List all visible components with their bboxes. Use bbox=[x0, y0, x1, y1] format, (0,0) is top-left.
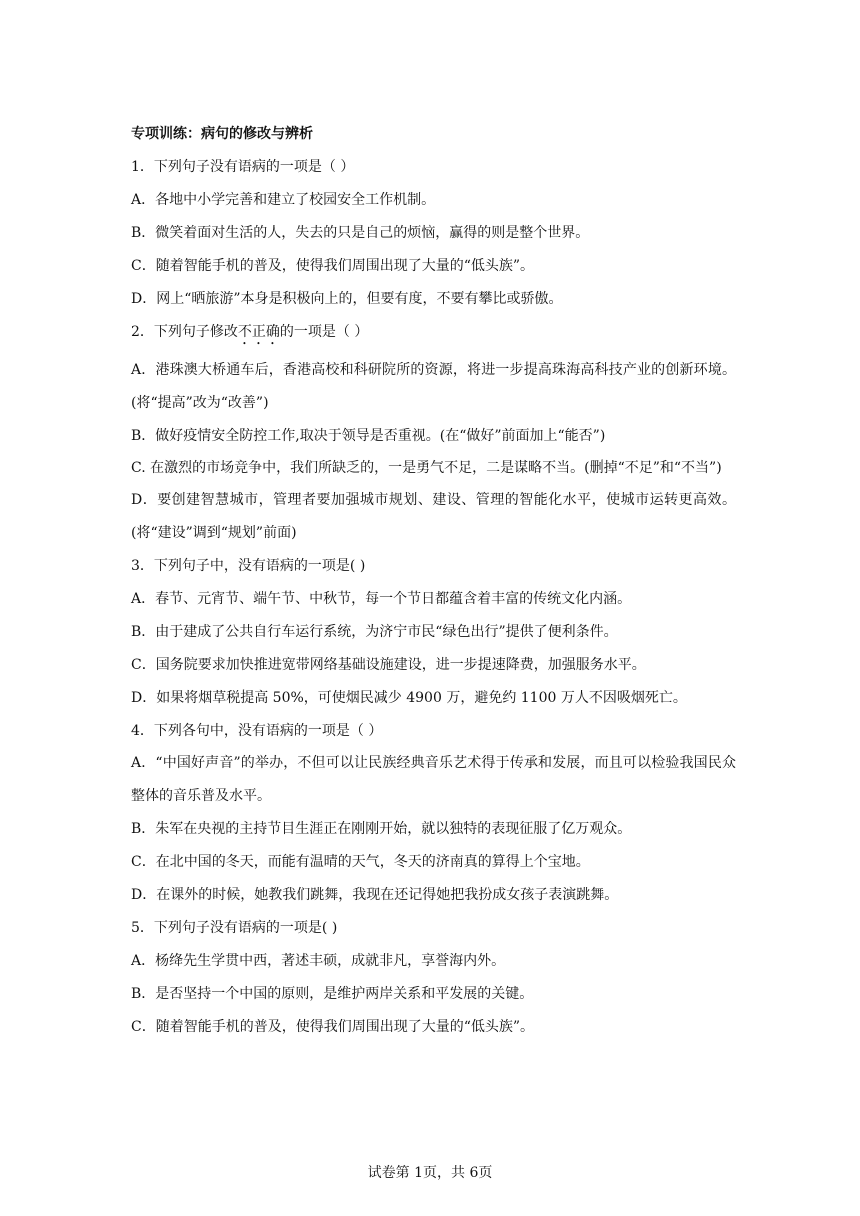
question-5-option-b: B．是否坚持一个中国的原则，是维护两岸关系和平发展的关键。 bbox=[131, 986, 534, 1002]
question-3-option-d: D．如果将烟草税提高 50%，可使烟民减少 4900 万，避免约 1100 万人不因吸烟死亡。 bbox=[131, 690, 687, 706]
question-2-option-d: D．要创建智慧城市，管理者要加强城市规划、建设、管理的智能化水平，使城市运转更高效。(将“建设”调到“规划”前面) bbox=[131, 492, 736, 541]
page-footer: 试卷第 1页，共 6页 bbox=[367, 1165, 493, 1181]
question-4-option-d: D．在课外的时候，她教我们跳舞，我现在还记得她把我扮成女孩子表演跳舞。 bbox=[131, 887, 619, 903]
question-1-option-d: D．网上“晒旅游”本身是积极向上的，但要有度，不要有攀比或骄傲。 bbox=[131, 291, 563, 307]
question-2-option-c: C. 在激烈的市场竞争中，我们所缺乏的，一是勇气不足，二是谋略不当。(删掉“不足”和“不当”) bbox=[131, 460, 722, 476]
question-2-stem bbox=[131, 322, 736, 348]
question-5-stem: 5．下列句子没有语病的一项是( ) bbox=[131, 920, 338, 936]
question-4-stem: 4．下列各句中，没有语病的一项是（ ） bbox=[131, 723, 383, 739]
question-2-option-a: A．港珠澳大桥通车后，香港高校和科研院所的资源，将进一步提高珠海高科技产业的创新环境。(将“提高”改为“改善”) bbox=[131, 362, 736, 411]
section-title: 专项训练：病句的修改与辨析 bbox=[131, 126, 313, 142]
question-4-option-c: C．在北中国的冬天，而能有温晴的天气，冬天的济南真的算得上个宝地。 bbox=[131, 854, 590, 870]
question-2-stem-after: 的一项是（ ） bbox=[279, 324, 369, 340]
question-2-stem-emphasis: 不正确 bbox=[237, 324, 280, 340]
question-4-option-b: B．朱军在央视的主持节目生涯正在刚刚开始，就以独特的表现征服了亿万观众。 bbox=[131, 821, 632, 837]
question-1-option-a: A．各地中小学完善和建立了校园安全工作机制。 bbox=[131, 192, 436, 208]
question-3-option-b: B．由于建成了公共自行车运行系统，为济宁市民“绿色出行”提供了便利条件。 bbox=[131, 624, 618, 640]
question-5-option-a: A．杨绛先生学贯中西，著述丰硕，成就非凡，享誉海内外。 bbox=[131, 953, 506, 969]
question-5-option-c: C．随着智能手机的普及，使得我们周围出现了大量的“低头族”。 bbox=[131, 1019, 535, 1035]
question-1-stem: 1．下列句子没有语病的一项是（ ） bbox=[131, 159, 355, 175]
question-3-option-a: A．春节、元宵节、端午节、中秋节，每一个节日都蕴含着丰富的传统文化内涵。 bbox=[131, 591, 632, 607]
question-4-option-a: A．“中国好声音”的举办，不但可以让民族经典音乐艺术得于传承和发展，而且可以检验我国民众整体的音乐普及水平。 bbox=[131, 755, 736, 804]
question-1-option-c: C．随着智能手机的普及，使得我们周围出现了大量的“低头族”。 bbox=[131, 258, 535, 274]
question-1-option-b: B．微笑着面对生活的人，失去的只是自己的烦恼，赢得的则是整个世界。 bbox=[131, 225, 590, 241]
question-2-stem-before: 2．下列句子修改 bbox=[131, 324, 238, 340]
question-3-option-c: C．国务院要求加快推进宽带网络基础设施建设，进一步提速降费，加强服务水平。 bbox=[131, 657, 646, 673]
exam-content bbox=[131, 124, 736, 1050]
question-3-stem: 3．下列句子中，没有语病的一项是( ) bbox=[131, 558, 366, 574]
question-2-option-b: B．做好疫情安全防控工作,取决于领导是否重视。(在“做好”前面加上“能否”) bbox=[131, 428, 606, 444]
